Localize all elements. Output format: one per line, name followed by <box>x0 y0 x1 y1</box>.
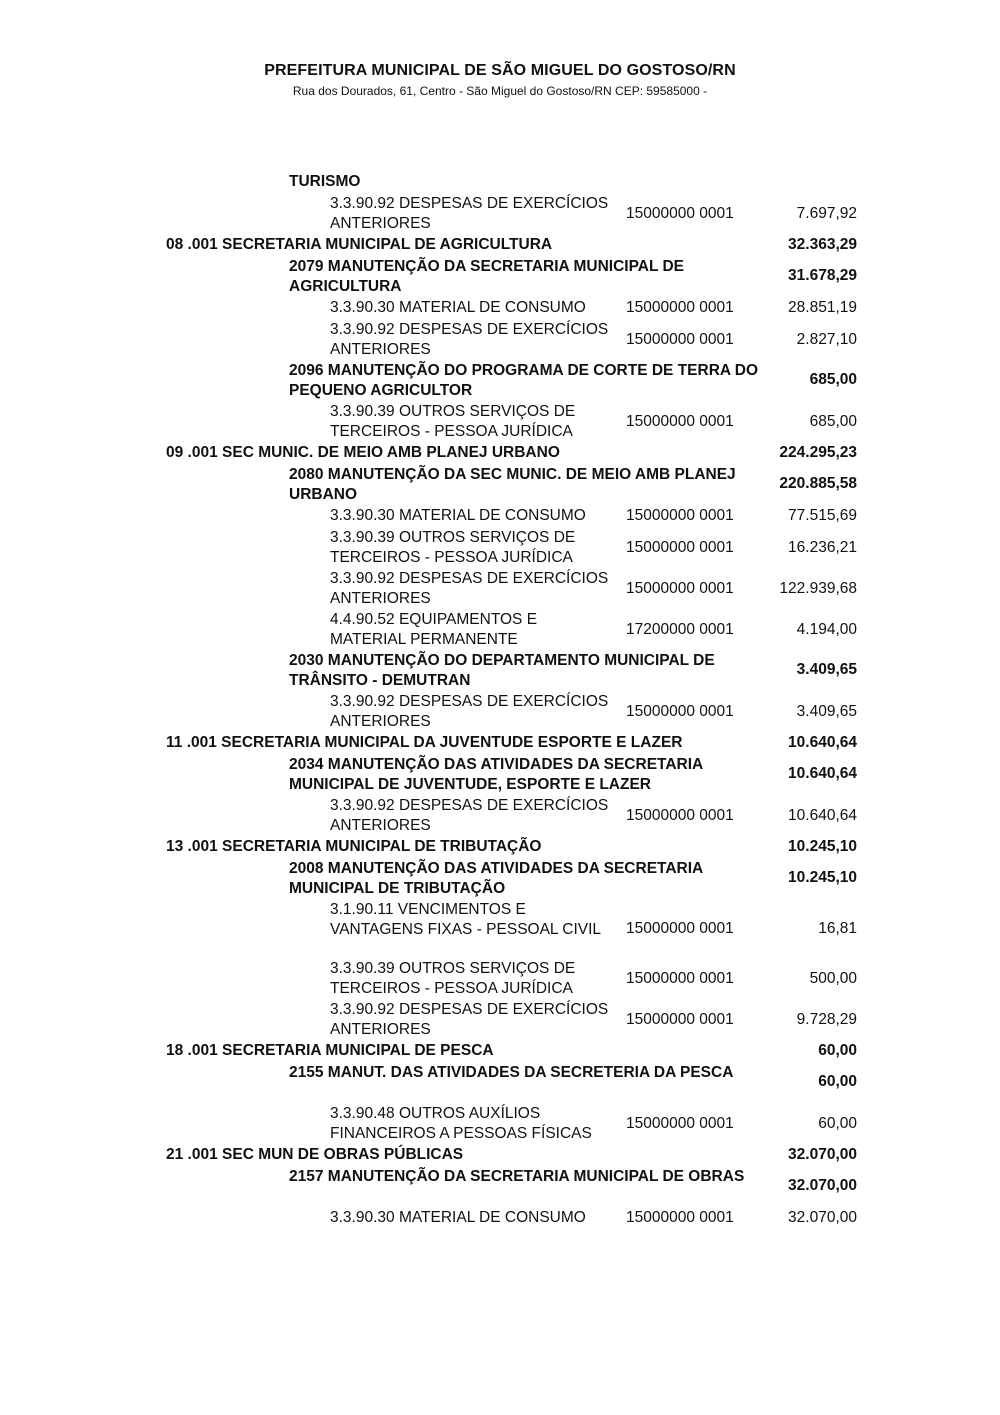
row-value: 32.070,00 <box>788 1146 857 1163</box>
expense-row <box>0 505 1000 527</box>
row-value: 60,00 <box>818 1115 857 1132</box>
row-description: 3.3.90.39 OUTROS SERVIÇOS DE TERCEIROS - PESSOA JURÍDICA <box>330 403 576 440</box>
row-value: 3.409,65 <box>796 703 857 720</box>
expense-row <box>0 609 1000 650</box>
row-description: 2034 MANUTENÇÃO DAS ATIVIDADES DA SECRETARIA MUNICIPAL DE JUVENTUDE, ESPORTE E LAZER <box>289 756 703 793</box>
row-description: 3.3.90.92 DESPESAS DE EXERCÍCIOS ANTERIORES <box>330 1001 609 1038</box>
row-fonte: 15000000 0001 <box>626 299 734 316</box>
row-description: 21 .001 SEC MUN DE OBRAS PÚBLICAS <box>166 1146 464 1163</box>
row-description: 11 .001 SECRETARIA MUNICIPAL DA JUVENTUDE ESPORTE E LAZER <box>166 734 683 751</box>
row-description: 18 .001 SECRETARIA MUNICIPAL DE PESCA <box>166 1042 494 1059</box>
row-fonte: 15000000 0001 <box>626 507 734 524</box>
row-value: 500,00 <box>809 970 857 987</box>
row-value: 7.697,92 <box>796 205 857 222</box>
row-description: 3.3.90.39 OUTROS SERVIÇOS DE TERCEIROS - PESSOA JURÍDICA <box>330 529 576 566</box>
row-description: 13 .001 SECRETARIA MUNICIPAL DE TRIBUTAÇÃO <box>166 838 542 855</box>
row-description: 2155 MANUT. DAS ATIVIDADES DA SECRETERIA DA PESCA <box>289 1064 734 1081</box>
row-description: 2157 MANUTENÇÃO DA SECRETARIA MUNICIPAL DE OBRAS <box>289 1168 745 1185</box>
row-value: 10.640,64 <box>788 734 857 751</box>
row-value: 32.070,00 <box>788 1177 857 1194</box>
row-fonte: 15000000 0001 <box>626 1011 734 1028</box>
row-value: 60,00 <box>818 1073 857 1090</box>
row-fonte: 15000000 0001 <box>626 703 734 720</box>
row-description: 09 .001 SEC MUNIC. DE MEIO AMB PLANEJ URBANO <box>166 444 560 461</box>
row-value: 10.640,64 <box>788 807 857 824</box>
row-description: 3.3.90.92 DESPESAS DE EXERCÍCIOS ANTERIORES <box>330 693 609 730</box>
unit-row <box>0 732 1000 754</box>
address-line: Rua dos Dourados, 61, Centro - São Miguel do Gostoso/RN CEP: 59585000 - <box>292 84 708 98</box>
row-value: 685,00 <box>809 413 857 430</box>
expense-row <box>0 691 1000 732</box>
row-value: 77.515,69 <box>788 507 857 524</box>
expense-row <box>0 527 1000 568</box>
row-value: 16,81 <box>818 920 857 937</box>
row-fonte: 15000000 0001 <box>626 807 734 824</box>
row-value: 16.236,21 <box>788 539 857 556</box>
row-value: 28.851,19 <box>788 299 857 316</box>
row-fonte: 17200000 0001 <box>626 621 734 638</box>
row-value: 32.363,29 <box>788 236 857 253</box>
unit-row <box>0 171 1000 193</box>
row-value: 60,00 <box>818 1042 857 1059</box>
row-value: 32.070,00 <box>788 1209 857 1226</box>
unit-row <box>0 234 1000 256</box>
row-description: TURISMO <box>289 173 361 190</box>
expense-row <box>0 899 1000 958</box>
row-value: 10.245,10 <box>788 838 857 855</box>
row-fonte: 15000000 0001 <box>626 580 734 597</box>
row-fonte: 15000000 0001 <box>626 1209 734 1226</box>
action-row <box>0 360 1000 401</box>
row-description: 3.3.90.92 DESPESAS DE EXERCÍCIOS ANTERIORES <box>330 570 609 607</box>
row-description: 2030 MANUTENÇÃO DO DEPARTAMENTO MUNICIPAL DE TRÂNSITO - DEMUTRAN <box>289 652 715 689</box>
action-row <box>0 650 1000 691</box>
row-value: 685,00 <box>809 371 857 388</box>
row-fonte: 15000000 0001 <box>626 539 734 556</box>
unit-row <box>0 1144 1000 1166</box>
action-row <box>0 464 1000 505</box>
row-description: 2096 MANUTENÇÃO DO PROGRAMA DE CORTE DE TERRA DO PEQUENO AGRICULTOR <box>289 362 759 399</box>
row-value: 10.640,64 <box>788 765 857 782</box>
row-value: 10.245,10 <box>788 869 857 886</box>
action-row <box>0 256 1000 297</box>
row-description: 3.3.90.30 MATERIAL DE CONSUMO <box>330 299 586 316</box>
row-value: 4.194,00 <box>796 621 857 638</box>
expense-row <box>0 795 1000 836</box>
row-fonte: 15000000 0001 <box>626 970 734 987</box>
row-description: 3.3.90.92 DESPESAS DE EXERCÍCIOS ANTERIORES <box>330 797 609 834</box>
unit-row <box>0 1040 1000 1062</box>
action-row <box>0 858 1000 899</box>
row-fonte: 15000000 0001 <box>626 413 734 430</box>
row-fonte: 15000000 0001 <box>626 205 734 222</box>
row-value: 122.939,68 <box>779 580 857 597</box>
expense-row <box>0 297 1000 319</box>
page-title: PREFEITURA MUNICIPAL DE SÃO MIGUEL DO GOSTOSO/RN <box>264 62 736 79</box>
row-fonte: 15000000 0001 <box>626 920 734 937</box>
row-description: 2080 MANUTENÇÃO DA SEC MUNIC. DE MEIO AMB PLANEJ URBANO <box>289 466 736 503</box>
unit-row <box>0 836 1000 858</box>
row-description: 3.3.90.30 MATERIAL DE CONSUMO <box>330 507 586 524</box>
action-row <box>0 1062 1000 1103</box>
row-value: 220.885,58 <box>779 475 857 492</box>
row-description: 3.3.90.30 MATERIAL DE CONSUMO <box>330 1209 586 1226</box>
expense-row <box>0 1207 1000 1229</box>
row-description: 08 .001 SECRETARIA MUNICIPAL DE AGRICULTURA <box>166 236 553 253</box>
expense-row <box>0 568 1000 609</box>
expense-row <box>0 401 1000 442</box>
expense-row <box>0 958 1000 999</box>
action-row <box>0 754 1000 795</box>
row-description: 3.3.90.92 DESPESAS DE EXERCÍCIOS ANTERIORES <box>330 321 609 358</box>
expense-row <box>0 193 1000 234</box>
row-description: 2008 MANUTENÇÃO DAS ATIVIDADES DA SECRETARIA MUNICIPAL DE TRIBUTAÇÃO <box>289 860 703 897</box>
expense-row <box>0 999 1000 1040</box>
row-fonte: 15000000 0001 <box>626 1115 734 1132</box>
row-value: 3.409,65 <box>796 661 857 678</box>
budget-table <box>0 171 1000 1229</box>
document-header <box>0 62 1000 98</box>
row-value: 9.728,29 <box>796 1011 857 1028</box>
row-description: 3.3.90.39 OUTROS SERVIÇOS DE TERCEIROS - PESSOA JURÍDICA <box>330 960 576 997</box>
row-description: 2079 MANUTENÇÃO DA SECRETARIA MUNICIPAL DE AGRICULTURA <box>289 258 685 295</box>
row-value: 31.678,29 <box>788 267 857 284</box>
row-value: 224.295,23 <box>779 444 857 461</box>
row-fonte: 15000000 0001 <box>626 331 734 348</box>
row-description: 3.3.90.48 OUTROS AUXÍLIOS FINANCEIROS A PESSOAS FÍSICAS <box>330 1105 592 1142</box>
expense-row <box>0 1103 1000 1144</box>
unit-row <box>0 442 1000 464</box>
row-description: 3.3.90.92 DESPESAS DE EXERCÍCIOS ANTERIORES <box>330 195 609 232</box>
row-value: 2.827,10 <box>796 331 857 348</box>
expense-row <box>0 319 1000 360</box>
row-description: 3.1.90.11 VENCIMENTOS E VANTAGENS FIXAS - PESSOAL CIVIL <box>330 901 602 938</box>
row-description: 4.4.90.52 EQUIPAMENTOS E MATERIAL PERMANENTE <box>330 611 538 648</box>
action-row <box>0 1166 1000 1207</box>
